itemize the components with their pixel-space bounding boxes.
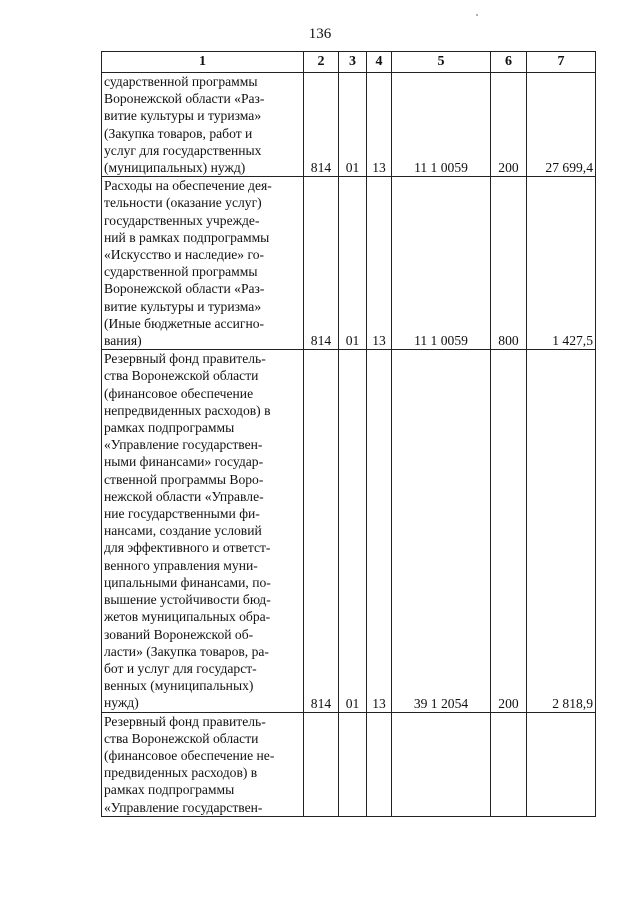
description-line: (финансовое обеспечение не- bbox=[104, 747, 275, 763]
expense-type-code: 200 bbox=[491, 350, 527, 712]
expense-type-code bbox=[491, 712, 527, 816]
header-cell-3: 3 bbox=[339, 52, 367, 73]
header-cell-7: 7 bbox=[527, 52, 596, 73]
description-line: (Иные бюджетные ассигно- bbox=[104, 315, 265, 331]
row-description bbox=[102, 712, 304, 816]
description-line: «Искусство и наследие» го- bbox=[104, 247, 265, 263]
description-line: ными финансами» государ- bbox=[104, 454, 264, 470]
chapter-code bbox=[304, 712, 339, 816]
description-line: ственной программы Воро- bbox=[104, 471, 264, 487]
description-line: витие культуры и туризма» bbox=[104, 298, 262, 314]
row-description bbox=[102, 350, 304, 712]
subsection-code bbox=[367, 712, 392, 816]
description-line: вания) bbox=[104, 333, 142, 349]
description-line: непредвиденных расходов) в bbox=[104, 402, 271, 418]
table-row bbox=[102, 177, 596, 350]
amount: 2 818,9 bbox=[527, 350, 596, 712]
description-line: ципальными финансами, по- bbox=[104, 574, 271, 590]
description-line: услуг для государственных bbox=[104, 142, 262, 158]
target-item-code bbox=[392, 712, 491, 816]
subsection-code: 13 bbox=[367, 177, 392, 350]
header-row bbox=[102, 52, 596, 73]
description-line: (финансовое обеспечение bbox=[104, 385, 254, 401]
description-line: жетов муниципальных обра- bbox=[104, 609, 271, 625]
description-line: тельности (оказание услуг) bbox=[104, 195, 262, 211]
description-line: венных (муниципальных) bbox=[104, 678, 254, 694]
amount: 1 427,5 bbox=[527, 177, 596, 350]
description-line: рамках подпрограммы bbox=[104, 782, 235, 798]
description-line: «Управление государствен- bbox=[104, 799, 263, 815]
amount: 27 699,4 bbox=[527, 73, 596, 177]
description-line: Резервный фонд правитель- bbox=[104, 351, 266, 367]
description-line: «Управление государствен- bbox=[104, 437, 263, 453]
description-line: сударственной программы bbox=[104, 264, 258, 280]
target-item-code: 39 1 2054 bbox=[392, 350, 491, 712]
header-cell-5: 5 bbox=[392, 52, 491, 73]
subsection-code: 13 bbox=[367, 350, 392, 712]
description-line: предвиденных расходов) в bbox=[104, 765, 258, 781]
chapter-code: 814 bbox=[304, 73, 339, 177]
description-line: рамках подпрограммы bbox=[104, 420, 235, 436]
description-line: (Закупка товаров, работ и bbox=[104, 125, 253, 141]
header-cell-1: 1 bbox=[102, 52, 304, 73]
section-code bbox=[339, 712, 367, 816]
description-line: ласти» (Закупка товаров, ра- bbox=[104, 643, 269, 659]
expense-type-code: 800 bbox=[491, 177, 527, 350]
header-cell-4: 4 bbox=[367, 52, 392, 73]
section-code: 01 bbox=[339, 73, 367, 177]
table-row bbox=[102, 350, 596, 712]
section-code: 01 bbox=[339, 350, 367, 712]
description-line: вышение устойчивости бюд- bbox=[104, 592, 271, 608]
row-description bbox=[102, 177, 304, 350]
description-line: Резервный фонд правитель- bbox=[104, 713, 266, 729]
description-line: ний в рамках подпрограммы bbox=[104, 229, 270, 245]
table-row bbox=[102, 712, 596, 816]
header-cell-2: 2 bbox=[304, 52, 339, 73]
amount bbox=[527, 712, 596, 816]
description-line: ства Воронежской области bbox=[104, 368, 259, 384]
subsection-code: 13 bbox=[367, 73, 392, 177]
description-line: бот и услуг для государст- bbox=[104, 660, 257, 676]
page-number: 136 bbox=[308, 26, 332, 42]
description-line: нежской области «Управле- bbox=[104, 488, 264, 504]
expense-type-code: 200 bbox=[491, 73, 527, 177]
description-line: витие культуры и туризма» bbox=[104, 108, 262, 124]
chapter-code: 814 bbox=[304, 177, 339, 350]
description-line: для эффективного и ответст- bbox=[104, 540, 271, 556]
description-line: сударственной программы bbox=[104, 74, 258, 89]
description-line: венного управления муни- bbox=[104, 557, 258, 573]
row-description bbox=[102, 73, 304, 177]
chapter-code: 814 bbox=[304, 350, 339, 712]
table-row bbox=[102, 73, 596, 177]
description-line: нансами, создание условий bbox=[104, 523, 262, 539]
scan-speck bbox=[476, 14, 478, 16]
description-line: ства Воронежской области bbox=[104, 730, 259, 746]
description-line: нужд) bbox=[104, 695, 139, 711]
description-line: Расходы на обеспечение дея- bbox=[104, 178, 272, 194]
description-line: Воронежской области «Раз- bbox=[104, 281, 265, 297]
target-item-code: 11 1 0059 bbox=[392, 73, 491, 177]
description-line: (муниципальных) нужд) bbox=[104, 160, 246, 176]
header-cell-6: 6 bbox=[491, 52, 527, 73]
budget-table bbox=[101, 51, 596, 817]
description-line: ние государственными фи- bbox=[104, 506, 260, 522]
description-line: государственных учрежде- bbox=[104, 212, 260, 228]
target-item-code: 11 1 0059 bbox=[392, 177, 491, 350]
section-code: 01 bbox=[339, 177, 367, 350]
description-line: зований Воронежской об- bbox=[104, 626, 254, 642]
description-line: Воронежской области «Раз- bbox=[104, 91, 265, 107]
